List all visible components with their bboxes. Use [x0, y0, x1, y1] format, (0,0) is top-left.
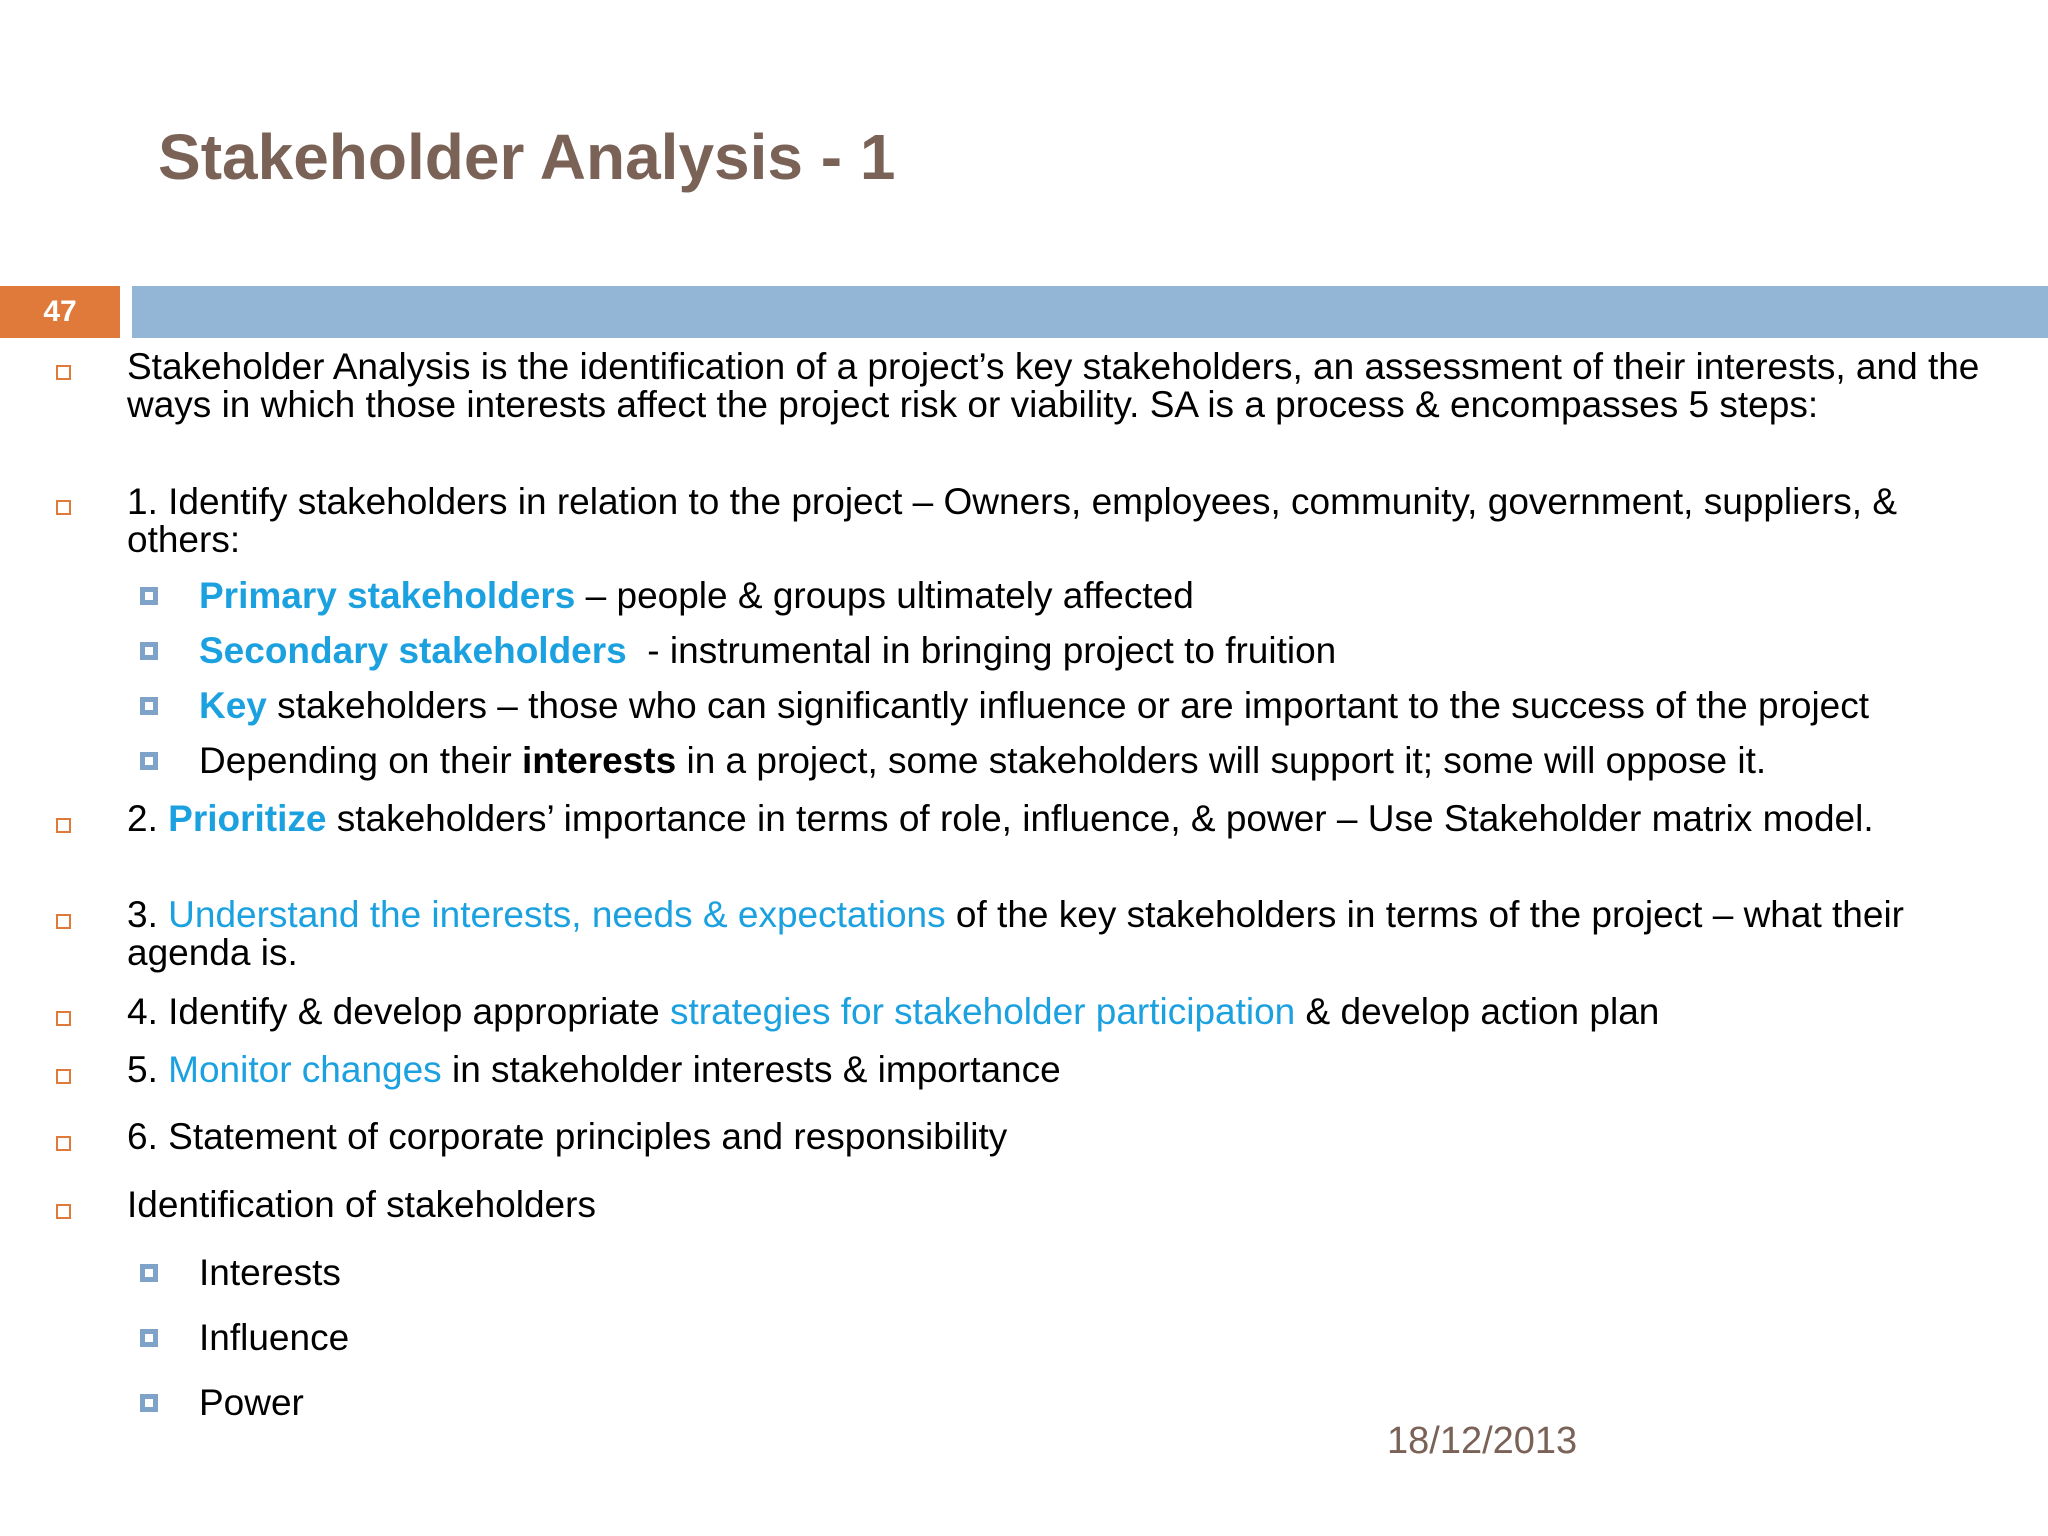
sub-bullet-interests: Interests: [199, 1252, 341, 1293]
sub-bullet-icon: [140, 642, 158, 660]
step5-post: in stakeholder interests & importance: [441, 1049, 1061, 1090]
secondary-stakeholders-label: Secondary stakeholders: [199, 630, 627, 671]
depending-text-pre: Depending on their: [199, 740, 522, 781]
bullet-step6-text: 6. Statement of corporate principles and responsibility: [127, 1116, 1008, 1157]
depending-text-post: in a project, some stakeholders will support it; some will oppose it.: [676, 740, 1767, 781]
square-bullet-icon: [56, 1204, 71, 1219]
slide-date: 18/12/2013: [1387, 1420, 1578, 1462]
square-bullet-icon: [56, 1069, 71, 1084]
step2-label: Prioritize: [168, 798, 327, 839]
sub-bullet-icon: [140, 697, 158, 715]
sub-bullet-icon: [140, 1329, 158, 1347]
square-bullet-icon: [56, 500, 71, 515]
square-bullet-icon: [56, 818, 71, 833]
sub-bullet-icon: [140, 1394, 158, 1412]
bullet-step1-text: 1. Identify stakeholders in relation to the project – Owners, employees, community, government, suppliers, & others:: [127, 481, 1898, 560]
bullet-identification-text: Identification of stakeholders: [127, 1184, 596, 1225]
sub-bullet-key: [199, 685, 2019, 727]
depending-text-bold: interests: [521, 740, 677, 781]
sub-bullet-secondary: [199, 630, 2019, 672]
sub-bullet-icon: [140, 587, 158, 605]
sub-bullet-depending: [199, 740, 2019, 782]
bullet-step5: [127, 1051, 2007, 1089]
bullet-step3: [127, 896, 2007, 972]
secondary-stakeholders-text: - instrumental in bringing project to fruition: [626, 630, 1337, 671]
step5-label: Monitor changes: [168, 1049, 442, 1090]
bullet-identification: [127, 1186, 2007, 1224]
step5-pre: 5.: [127, 1049, 169, 1090]
bullet-intro: [127, 348, 2007, 424]
step3-label: Understand the interests, needs & expectations: [168, 894, 946, 935]
bullet-step1: [127, 483, 2007, 559]
bullet-step2: [127, 800, 2007, 838]
sub-bullet-influence: Influence: [199, 1317, 350, 1358]
step3-post: of the key stakeholders in terms of the project – what their agenda is.: [127, 894, 1904, 973]
key-stakeholders-label: Key: [199, 685, 267, 726]
primary-stakeholders-label: Primary stakeholders: [199, 575, 576, 616]
square-bullet-icon: [56, 914, 71, 929]
square-bullet-icon: [56, 365, 71, 380]
sub-bullet-primary: [199, 575, 2019, 617]
bullet-step4: [127, 993, 2007, 1031]
sub-bullet-icon: [140, 1264, 158, 1282]
header-bar: [132, 286, 2048, 338]
step2-pre: 2.: [127, 798, 169, 839]
step2-post: stakeholders’ importance in terms of role, influence, & power – Use Stakeholder matrix model.: [326, 798, 1874, 839]
step3-pre: 3.: [127, 894, 169, 935]
step4-label: strategies for stakeholder participation: [670, 991, 1296, 1032]
bullet-step6: [127, 1118, 2007, 1156]
sub-bullet-icon: [140, 752, 158, 770]
slide-title: Stakeholder Analysis - 1: [158, 121, 896, 193]
primary-stakeholders-text: – people & groups ultimately affected: [575, 575, 1194, 616]
key-stakeholders-text: stakeholders – those who can significantly influence or are important to the success of the project: [266, 685, 1870, 726]
step4-post: & develop action plan: [1295, 991, 1660, 1032]
square-bullet-icon: [56, 1011, 71, 1026]
sub-bullet-power: Power: [199, 1382, 304, 1423]
step4-pre: 4. Identify & develop appropriate: [127, 991, 671, 1032]
slide-number-badge: 47: [0, 286, 120, 338]
bullet-intro-text: Stakeholder Analysis is the identification of a project’s key stakeholders, an assessment of their interests, and the ways in which those interests affect the project risk or viability. SA is a process & encompasses 5 steps:: [127, 346, 1980, 425]
square-bullet-icon: [56, 1136, 71, 1151]
